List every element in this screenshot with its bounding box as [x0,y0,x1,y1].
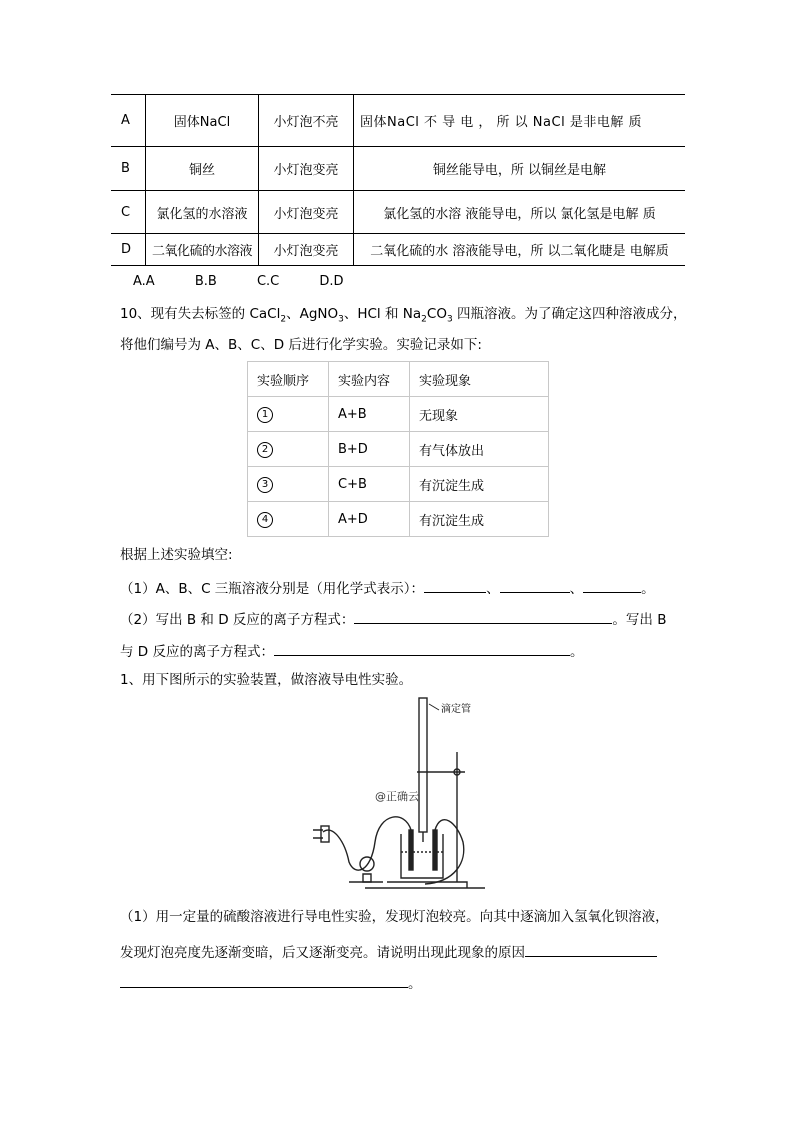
q1-para3: 。 [120,975,422,992]
conductivity-apparatus-figure [305,692,505,894]
circled-number: 1 [257,407,273,423]
table-cell: A+B [329,397,410,432]
answer-blank[interactable] [500,580,570,593]
table-row [111,95,685,147]
phenomenon-cell: 小灯泡变亮 [259,234,354,266]
circled-number: 4 [257,512,273,528]
circled-number: 2 [257,442,273,458]
answer-choices [133,274,380,289]
object-cell: 二氧化硫的水溶液 [146,234,259,266]
table-row [248,502,549,537]
q10-sub1: （1）A、B、C 三瓶溶液分别是（用化学式表示）： 、 、 。 [120,581,655,597]
figure-label-burette: 滴定管 [441,704,471,715]
q10-sub2: （2）写出 B 和 D 反应的离子方程式： 。写出 B [120,612,667,628]
conclusion-cell: 铜丝能导电，所 以铜丝是电解 [354,147,686,191]
q10-sub2-line2: 与 D 反应的离子方程式： 。 [120,644,584,660]
header-content: 实验内容 [329,362,410,397]
q1-para2: 发现灯泡亮度先逐渐变暗，后又逐渐变亮。请说明出现此现象的原因 [120,944,657,961]
circled-number: 3 [257,477,273,493]
q10-line2: 将他们编号为 A、B、C、D 后进行化学实验。实验记录如下: [120,337,482,353]
choice-b[interactable]: B.B [194,274,217,289]
table-cell: 有气体放出 [410,432,549,467]
table-row [111,191,685,234]
choice-a[interactable]: A.A [133,274,155,289]
answer-blank[interactable] [120,975,408,988]
table-header-row [248,362,549,397]
table-row [111,234,685,266]
row-label: D [111,234,146,266]
choice-d[interactable]: D.D [319,274,344,289]
answer-blank[interactable] [354,611,612,624]
row-label: C [111,191,146,234]
table-row [248,467,549,502]
watermark: @正确云 [375,790,419,803]
table-row [248,397,549,432]
table-cell: C+B [329,467,410,502]
table-cell: B+D [329,432,410,467]
table-cell: A+D [329,502,410,537]
conclusion-cell: 二氧化硫的水 溶液能导电，所 以二氧化睫是 电解质 [354,234,686,266]
object-cell: 氯化氢的水溶液 [146,191,259,234]
fill-intro: 根据上述实验填空: [120,547,233,563]
row-label: A [111,95,146,147]
header-result: 实验现象 [410,362,549,397]
phenomenon-cell: 小灯泡变亮 [259,191,354,234]
table-row [248,432,549,467]
answer-blank[interactable] [274,643,570,656]
header-order: 实验顺序 [248,362,329,397]
table-cell: 有沉淀生成 [410,502,549,537]
object-cell: 铜丝 [146,147,259,191]
experiment-table [247,361,549,537]
options-table [111,94,685,266]
row-label: B [111,147,146,191]
conclusion-cell: 氯化氢的水溶 液能导电，所以 氯化氢是电解 质 [354,191,686,234]
object-cell: 固体NaCl [146,95,259,147]
answer-blank[interactable] [583,580,641,593]
q10-line1: 10、现有失去标签的 CaCl$_2$、AgNO$_3$、HCl 和 $Na_2CO_3$ 四瓶溶液。为了确定这四种溶液成分， [120,306,687,325]
choice-c[interactable]: C.C [256,274,280,289]
table-cell: 有沉淀生成 [410,467,549,502]
conclusion-cell: 固体NaCl 不 导 电 ， 所 以 NaCl 是非电解 质 [354,95,686,147]
answer-blank[interactable] [424,580,486,593]
table-row [111,147,685,191]
phenomenon-cell: 小灯泡不亮 [259,95,354,147]
q1-intro: 1、用下图所示的实验装置，做溶液导电性实验。 [120,672,413,688]
q1-para1: （1）用一定量的硫酸溶液进行导电性实验，发现灯泡较亮。向其中逐滴加入氢氧化钡溶液， [120,909,669,925]
answer-blank[interactable] [525,944,657,957]
table-cell: 无现象 [410,397,549,432]
phenomenon-cell: 小灯泡变亮 [259,147,354,191]
